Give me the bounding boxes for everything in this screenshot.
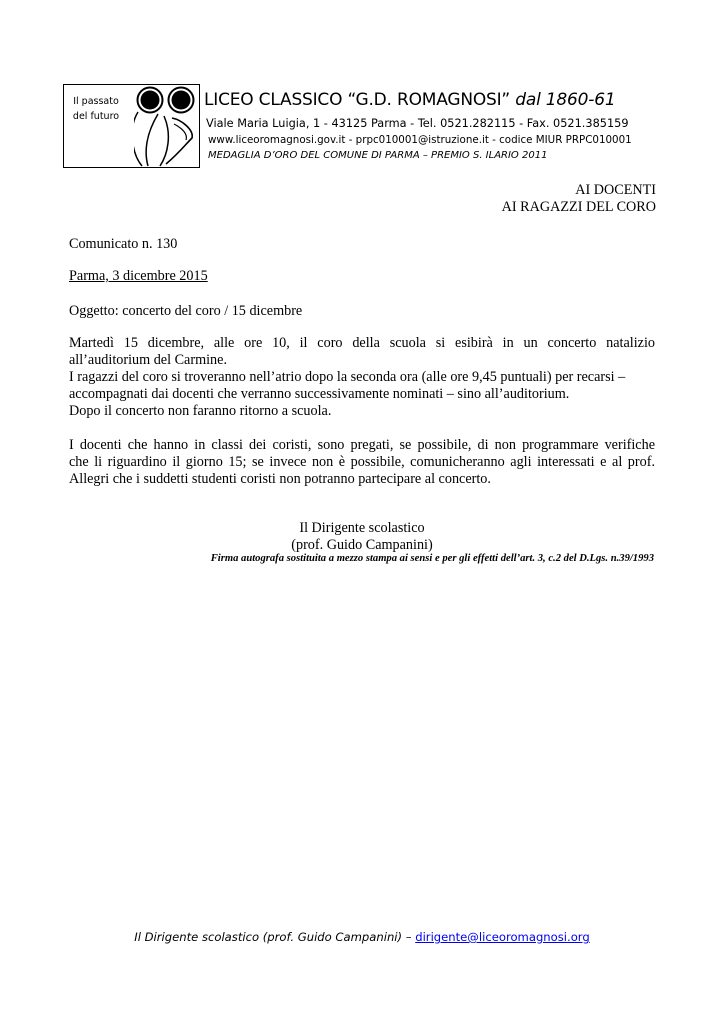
school-name [204, 90, 615, 110]
document-date: Parma, 3 dicembre 2015 [69, 268, 208, 284]
body-paragraph-1 [69, 335, 655, 420]
school-name-text: LICEO CLASSICO “G.D. ROMAGNOSI” [204, 90, 511, 110]
footer-text: Il Dirigente scolastico (prof. Guido Campanini) – [134, 930, 412, 944]
paragraph-line: I docenti che hanno in classi dei coristi, sono pregati, se possibile, di non programmare verifiche [69, 437, 655, 453]
document-subject: Oggetto: concerto del coro / 15 dicembre [69, 303, 303, 319]
school-address: Viale Maria Luigia, 1 - 43125 Parma - Tel. 0521.282115 - Fax. 0521.385159 [206, 117, 629, 130]
body-paragraph-2 [69, 437, 655, 488]
paragraph-line: all’auditorium del Carmine. [69, 352, 227, 368]
page-footer [0, 930, 724, 944]
school-medal: MEDAGLIA D’ORO DEL COMUNE DI PARMA – PREMIO S. ILARIO 2011 [208, 150, 548, 161]
paragraph-line: Martedì 15 dicembre, alle ore 10, il coro della scuola si esibirà in un concerto natalizio [69, 335, 655, 351]
signature-block [0, 520, 724, 554]
paragraph-line: Allegri che i suddetti studenti coristi non potranno partecipare al concerto. [69, 471, 491, 487]
motto-line-2: del futuro [72, 111, 120, 122]
signature-title: Il Dirigente scolastico [299, 520, 425, 536]
comunicato-number: Comunicato n. 130 [69, 236, 178, 252]
signature-note: Firma autografa sostituita a mezzo stampa ai sensi e per gli effetti dell’art. 3, c.2 del D.Lgs. n.39/1993 [210, 553, 654, 564]
school-since: dal 1860-61 [515, 90, 616, 110]
recipient-1: AI DOCENTI [575, 182, 656, 198]
paragraph-line: che li riguardino il giorno 15; se invece non è possibile, comunicheranno agli interessati e al prof. [69, 454, 655, 470]
recipients [502, 182, 656, 216]
motto-line-1: Il passato [73, 96, 119, 107]
footer-email-link[interactable]: dirigente@liceoromagnosi.org [415, 930, 590, 944]
signature-name: (prof. Guido Campanini) [291, 537, 433, 553]
recipient-2: AI RAGAZZI DEL CORO [501, 199, 656, 215]
paragraph-line: accompagnati dai docenti che verranno successivamente nominati – sino all’auditorium. [69, 386, 570, 402]
paragraph-line: Dopo il concerto non faranno ritorno a scuola. [69, 403, 332, 419]
logo-motto [66, 94, 126, 124]
school-logo [63, 84, 200, 168]
paragraph-line: I ragazzi del coro si troveranno nell’atrio dopo la seconda ora (alle ore 9,45 puntuali) per recarsi – [69, 369, 626, 385]
school-contacts: www.liceoromagnosi.gov.it - prpc010001@istruzione.it - codice MIUR PRPC010001 [208, 134, 632, 146]
